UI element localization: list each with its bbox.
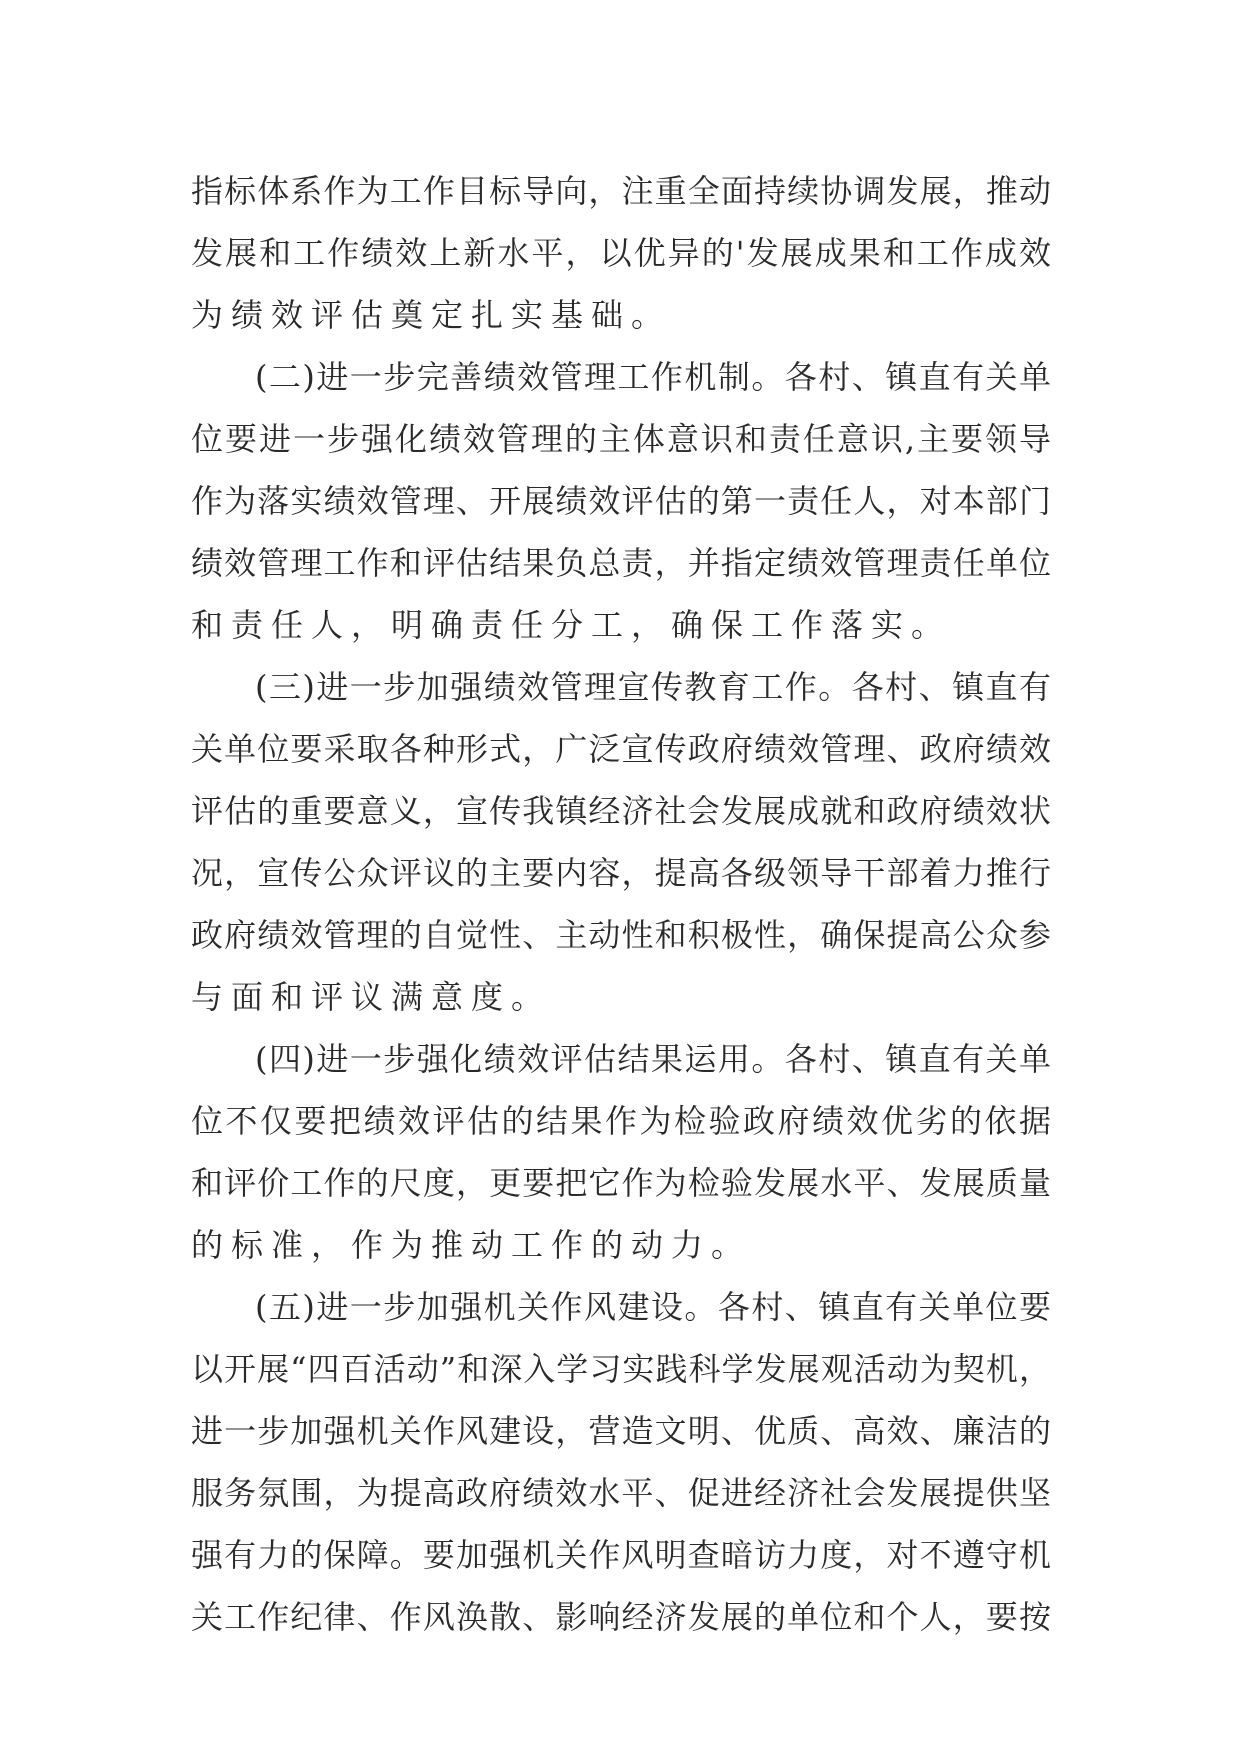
text-line: 和责任人，明确责任分工，确保工作落实。	[191, 606, 952, 644]
text-line: 指标体系作为工作目标导向，注重全面持续协调发展，推动	[191, 172, 1051, 210]
text-line: 与面和评议满意度。	[191, 978, 552, 1016]
text-line: 为绩效评估奠定扎实基础。	[191, 296, 672, 334]
text-line: 政府绩效管理的自觉性、主动性和积极性，确保提高公众参	[191, 916, 1051, 954]
text-line: 的标准，作为推动工作的动力。	[191, 1226, 752, 1264]
text-line: 评估的重要意义，宣传我镇经济社会发展成就和政府绩效状	[191, 792, 1051, 830]
section-2-heading-line: (二)进一步完善绩效管理工作机制。各村、镇直有关单	[255, 358, 1051, 396]
text-line: 以开展“四百活动”和深入学习实践科学发展观活动为契机，	[191, 1350, 1051, 1388]
text-line: 位要进一步强化绩效管理的主体意识和责任意识,主要领导	[191, 420, 1051, 458]
text-line: 强有力的保障。要加强机关作风明查暗访力度，对不遵守机	[191, 1536, 1051, 1574]
section-5-heading-line: (五)进一步加强机关作风建设。各村、镇直有关单位要	[255, 1288, 1051, 1326]
text-line: 进一步加强机关作风建设，营造文明、优质、高效、廉洁的	[191, 1412, 1051, 1450]
text-line: 位不仅要把绩效评估的结果作为检验政府绩效优劣的依据	[191, 1102, 1051, 1140]
text-line: 绩效管理工作和评估结果负总责，并指定绩效管理责任单位	[191, 544, 1051, 582]
text-line: 关工作纪律、作风涣散、影响经济发展的单位和个人，要按	[191, 1598, 1051, 1636]
section-4-heading-line: (四)进一步强化绩效评估结果运用。各村、镇直有关单	[255, 1040, 1051, 1078]
text-line: 发展和工作绩效上新水平，以优异的'发展成果和工作成效	[191, 234, 1051, 272]
document-body	[191, 160, 1051, 1648]
section-3-heading-line: (三)进一步加强绩效管理宣传教育工作。各村、镇直有	[255, 668, 1051, 706]
text-line: 作为落实绩效管理、开展绩效评估的第一责任人，对本部门	[191, 482, 1051, 520]
text-line: 和评价工作的尺度，更要把它作为检验发展水平、发展质量	[191, 1164, 1051, 1202]
text-line: 况，宣传公众评议的主要内容，提高各级领导干部着力推行	[191, 854, 1051, 892]
text-line: 关单位要采取各种形式，广泛宣传政府绩效管理、政府绩效	[191, 730, 1051, 768]
text-line: 服务氛围，为提高政府绩效水平、促进经济社会发展提供坚	[191, 1474, 1051, 1512]
